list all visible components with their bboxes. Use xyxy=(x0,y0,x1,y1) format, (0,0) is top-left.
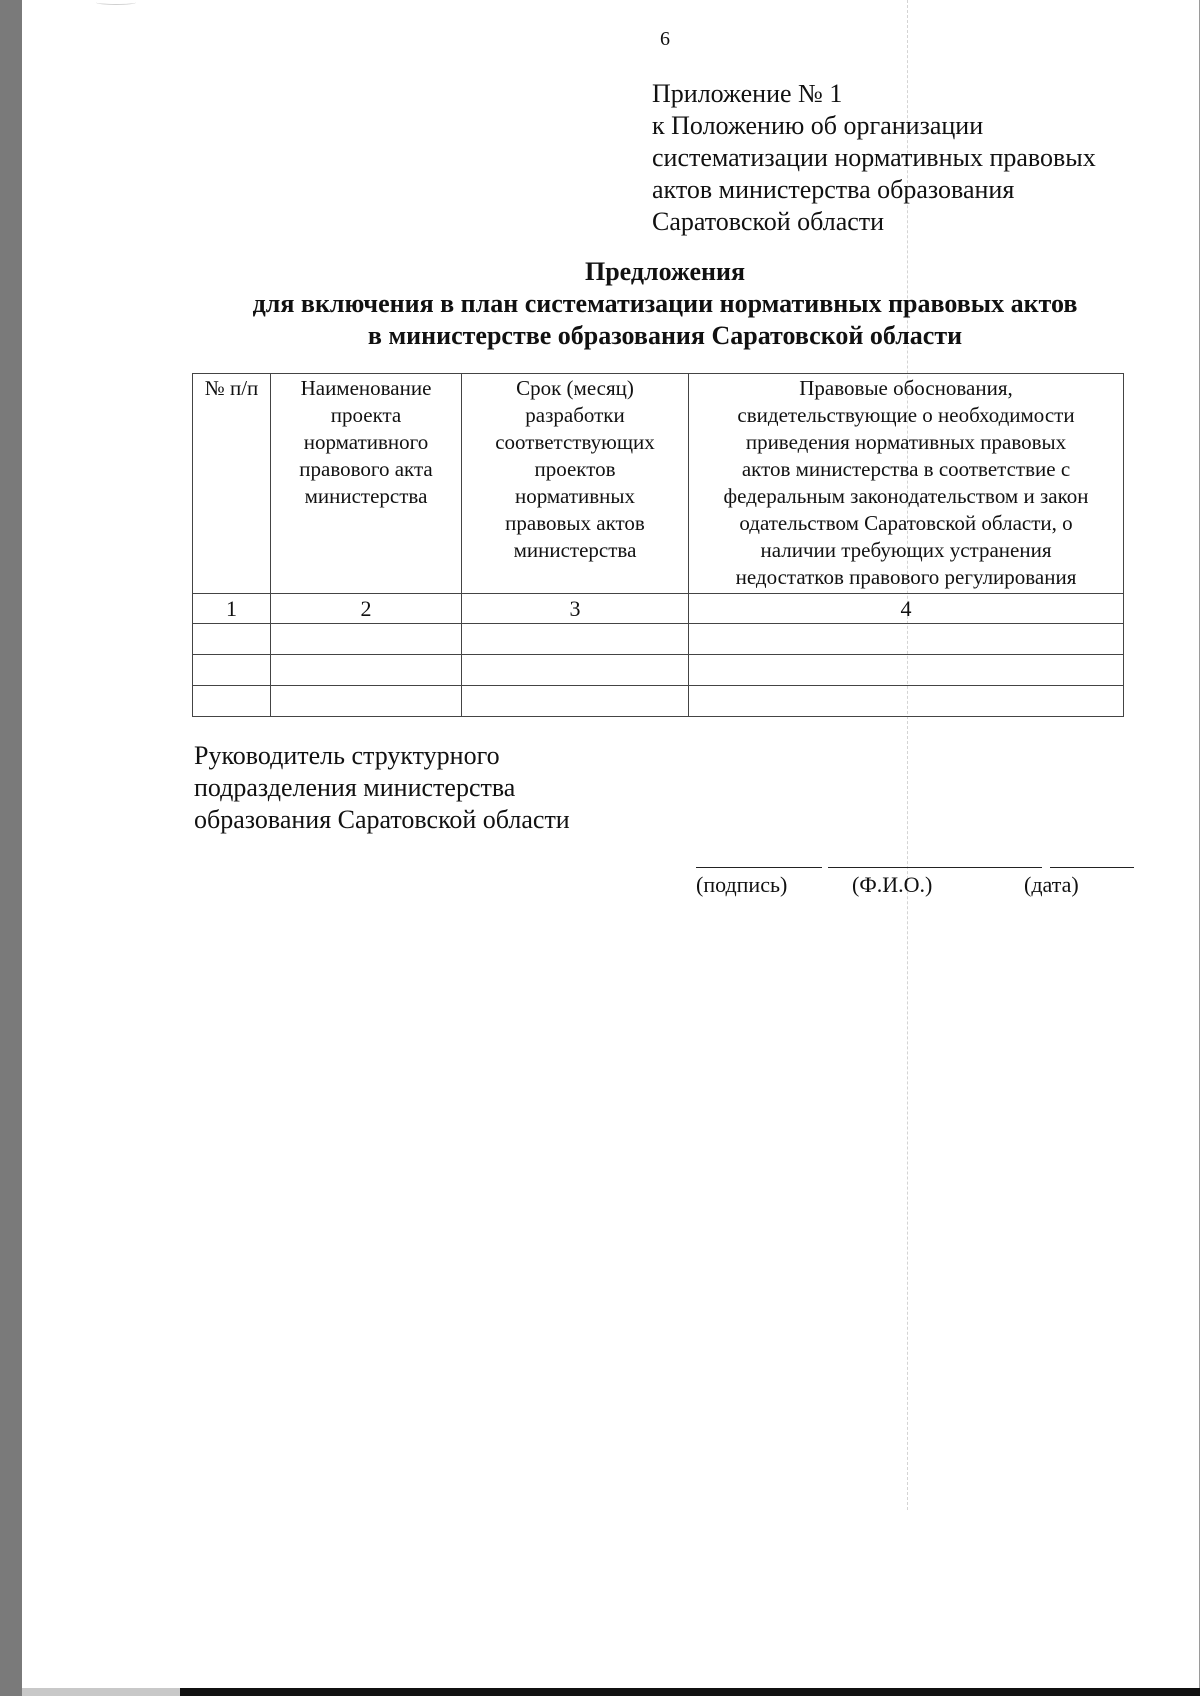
empty-cell xyxy=(462,655,689,686)
empty-cell xyxy=(689,624,1124,655)
column-number: 1 xyxy=(193,594,271,624)
table-row xyxy=(193,624,1124,655)
empty-cell xyxy=(271,624,462,655)
appendix-reference xyxy=(652,78,1172,238)
header-legal-justification: Правовые обоснования, свидетельствующие о необходимости приведения нормативных правовых актов министерства в соответствие с федеральным законодательством и закон одательством Саратовской области, о наличии требующих устранения недостатков правового регулирования xyxy=(689,374,1124,594)
empty-cell xyxy=(271,655,462,686)
appendix-line: Саратовской области xyxy=(652,207,885,236)
table-header-row xyxy=(193,374,1124,594)
signer-line: образования Саратовской области xyxy=(194,805,570,834)
full-name-caption: (Ф.И.О.) xyxy=(852,872,933,897)
signature-caption: (подпись) xyxy=(696,872,788,897)
scan-edge-bottom xyxy=(180,1688,1200,1696)
document-title xyxy=(190,256,1140,352)
proposals-table xyxy=(192,373,1124,717)
empty-cell xyxy=(193,624,271,655)
empty-cell xyxy=(462,686,689,717)
empty-cell xyxy=(193,655,271,686)
table-row xyxy=(193,655,1124,686)
title-line: в министерстве образования Саратовской области xyxy=(367,321,963,350)
column-number: 4 xyxy=(689,594,1124,624)
empty-cell xyxy=(462,624,689,655)
signer-line: подразделения министерства xyxy=(194,773,516,802)
empty-cell xyxy=(689,686,1124,717)
header-deadline: Срок (месяц) разработки соответствующих проектов нормативных правовых актов министерства xyxy=(462,374,689,594)
header-number: № п/п xyxy=(193,374,271,594)
scan-edge-left xyxy=(0,0,22,1696)
date-line xyxy=(1050,867,1134,868)
page-number: 6 xyxy=(660,28,670,50)
appendix-line: актов министерства образования xyxy=(652,175,1015,204)
full-name-line xyxy=(828,867,1042,868)
column-number-row xyxy=(193,594,1124,624)
header-act-name: Наименование проекта нормативного правового акта министерства xyxy=(271,374,462,594)
scan-mark xyxy=(96,0,136,5)
table-row xyxy=(193,686,1124,717)
column-number: 2 xyxy=(271,594,462,624)
appendix-line: Приложение № 1 xyxy=(652,79,843,108)
scan-edge-bottom-light xyxy=(22,1688,180,1696)
signer-line: Руководитель структурного xyxy=(194,741,500,770)
signer-position xyxy=(194,740,714,836)
appendix-line: систематизации нормативных правовых xyxy=(652,143,1096,172)
empty-cell xyxy=(193,686,271,717)
appendix-line: к Положению об организации xyxy=(652,111,984,140)
empty-cell xyxy=(689,655,1124,686)
column-number: 3 xyxy=(462,594,689,624)
date-caption: (дата) xyxy=(1024,872,1079,897)
signature-line xyxy=(696,867,822,868)
title-line: для включения в план систематизации нормативных правовых актов xyxy=(252,289,1078,318)
title-line: Предложения xyxy=(584,257,746,286)
empty-cell xyxy=(271,686,462,717)
